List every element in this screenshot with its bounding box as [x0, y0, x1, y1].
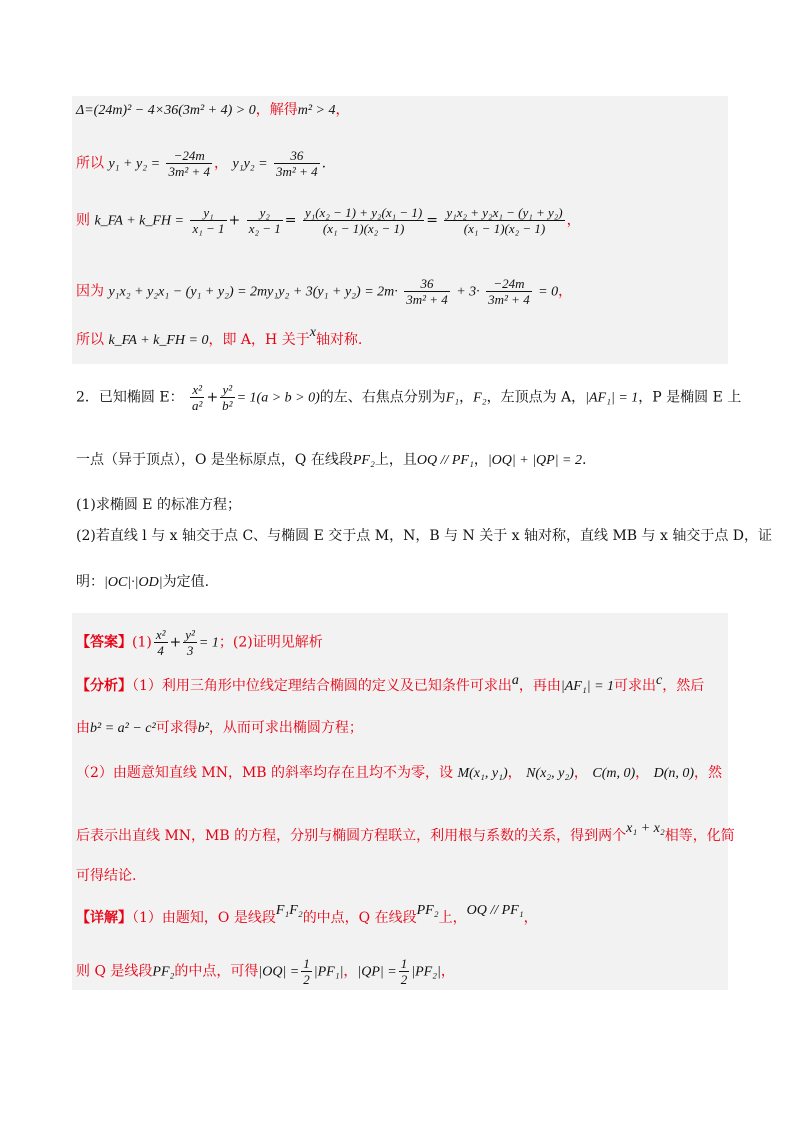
problem-part-2: (2)若直线 l 与 x 轴交于点 C、与椭圆 E 交于点 M，N，B 与 N 关于 x 轴对称，直线 MB 与 x 轴交于点 D，证: [76, 528, 772, 544]
analysis-label: 【分析】: [76, 678, 132, 694]
discriminant-line: Δ=(24m)² − 4×36(3m² + 4) > 0，解得m² > 4，: [76, 102, 350, 118]
analysis-line-5: 可得结论.: [76, 868, 137, 884]
discriminant-result: m² > 4: [297, 103, 336, 118]
vieta-line: 所以 y₁ + y₂ = $\frac{-24m}{\text{3m² + 4}}$ ， y₁y₂ = $\frac{36}{\text{3m² + 4}}$ .: [76, 148, 327, 179]
answer-line: 【答案】(1) $\frac{\text{x²}}{4}$ + $\frac{\text{y²}}{3}$ = 1；(2)证明见解析: [76, 627, 323, 658]
answer-analysis-block: [72, 613, 728, 990]
problem-part-1: (1)求椭圆 E 的标准方程；: [76, 497, 241, 513]
conclusion-line: 所以 k_FA + k_FH = 0，即 A，H 关于x轴对称.: [76, 325, 363, 348]
because-line: 因为 y₁x₂ + y₂x₁ − (y₁ + y₂) = 2my₁y₂ + 3(y₁ + y₂) = 2m· $\frac{36}{\text{3m² + 4}}$ + 3· $\frac{-24m}{\text{3m² + 4}}$ = 0，: [76, 276, 573, 307]
answer-label: 【答案】: [76, 634, 132, 651]
slope-sum-line: 则 k_FA + k_FH = $\frac{\text{y₁}}{\text{x₁ − 1}}$ + $\frac{\text{y₂}}{\text{x₂ − 1}}$ = $\frac{\text{y₁(x₂ − 1) + y₂(x₁ − 1)}}{\text{(x₁ − 1)(x₂ − 1)}}$ = $\frac{\text{y₁x₂ + y₂x₁ − (y₁ + y₂)}}{\text{(x₁ − 1)(x₂ − 1)}}$ ，: [76, 205, 581, 236]
analysis-line-3: （2）由题意知直线 MN，MB 的斜率均存在且均不为零，设 M(x₁, y₁)， N(x₂, y₂)， C(m, 0)， D(n, 0)，然: [76, 765, 723, 781]
analysis-line-2: 由b² = a² − c²可求得b²，从而可求出椭圆方程；: [76, 720, 363, 736]
detail-line-1: 【详解】（1）由题知，O 是线段F₁F₂的中点，Q 在线段PF₂上，OQ // PF₁，: [76, 903, 538, 926]
problem-part-2-cont: 明：|OC|·|OD|为定值.: [76, 574, 210, 590]
discriminant-formula: Δ=(24m)² − 4×36(3m² + 4) > 0: [76, 103, 256, 118]
analysis-line-4: 后表示出直线 MN，MB 的方程，分别与椭圆方程联立，利用根与系数的关系，得到两个x₁ + x₂相等，化简: [76, 821, 735, 844]
analysis-line-1: 【分析】（1）利用三角形中位线定理结合椭圆的定义及已知条件可求出a，再由|AF₁| = 1可求出c，然后: [76, 673, 705, 694]
detail-label: 【详解】: [76, 910, 132, 926]
detail-line-2: 则 Q 是线段PF₂的中点，可得|OQ| = $\frac{1}{2}$ |PF₁|，|QP| = $\frac{1}{2}$ |PF₂|，: [76, 956, 455, 987]
problem-2-line-2: 一点（异于顶点），O 是坐标原点，Q 在线段PF₂上，且OQ // PF₁，|OQ| + |QP| = 2.: [76, 452, 587, 468]
problem-2-line-1: 2．已知椭圆 E： $\frac{\text{x²}}{\text{a²}}$ + $\frac{\text{y²}}{\text{b²}}$ = 1(a > b > 0)的左、右焦点分别为F₁，F₂，左顶点为 A，|AF₁| = 1，P 是椭圆 E 上: [76, 382, 742, 413]
